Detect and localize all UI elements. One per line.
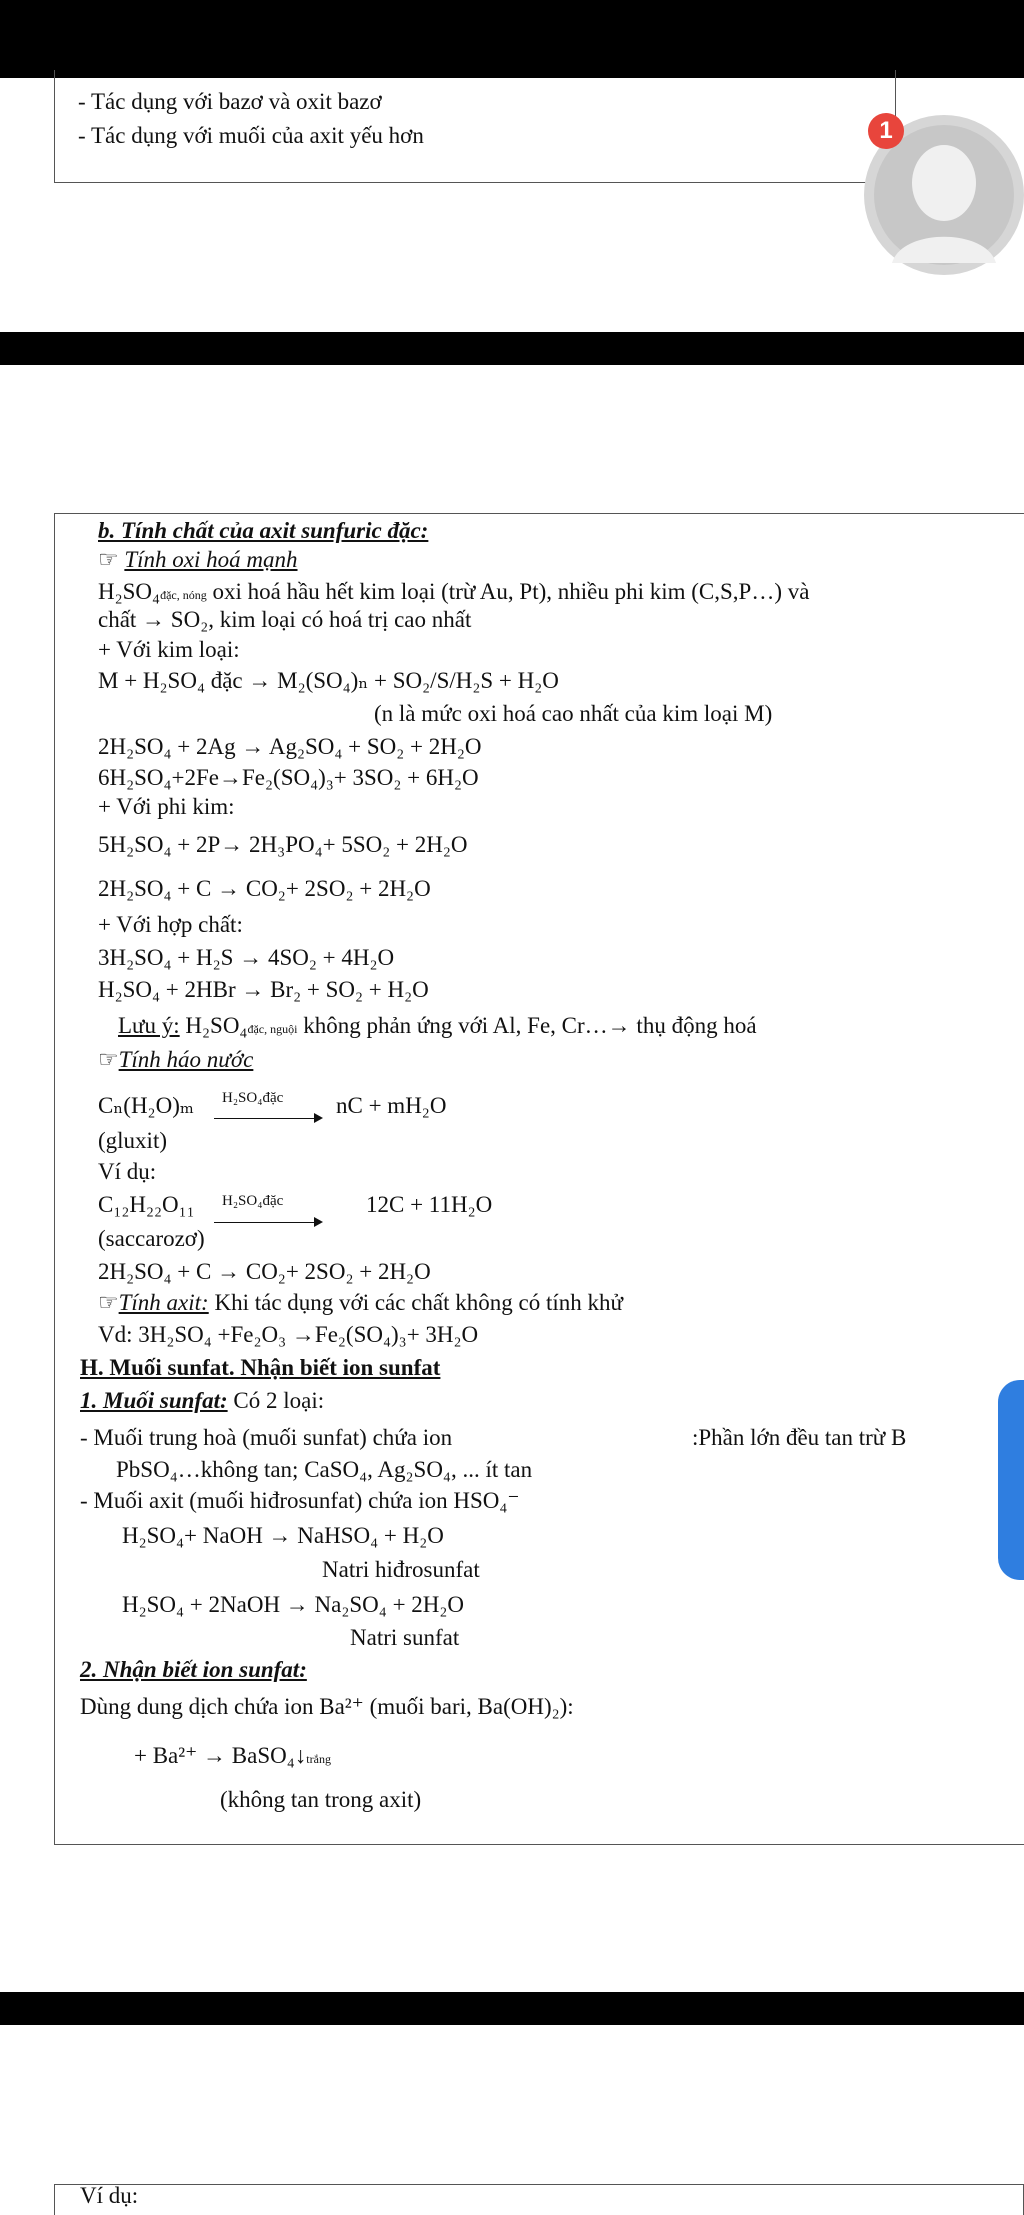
eq-h2s: 3H₂SO₄ + H₂S → 4SO₂ + 4H₂O	[98, 945, 395, 970]
section-title: b. Tính chất của axit sunfuric đặc:	[98, 518, 429, 543]
eq-p: 5H₂SO₄ + 2P→ 2H₃PO₄+ 5SO₂ + 2H₂O	[98, 832, 468, 857]
salt2-line: - Muối axit (muối hiđrosunfat) chứa ion HSO₄⁻	[80, 1488, 520, 1513]
top-line-muoi: - Tác dụng với muối của axit yếu hơn	[78, 123, 424, 148]
bottom-partial-text: Ví dụ:	[80, 2183, 139, 2208]
hand-icon: ☞	[98, 1290, 119, 1315]
with-nonmetal: + Với phi kim:	[98, 794, 235, 819]
with-metal: + Với kim loại:	[98, 637, 240, 662]
sucrose-arrow-line	[214, 1222, 316, 1223]
acid-example: Vd: 3H₂SO₄ +Fe₂O₃ →Fe₂(SO₄)₃+ 3H₂O	[98, 1322, 479, 1347]
detect-note: (không tan trong axit)	[220, 1787, 422, 1812]
acid-line: ☞Tính axit: Khi tác dụng với các chất không có tính khử	[98, 1290, 623, 1315]
sucrose-formula: C₁₂H₂₂O₁₁	[98, 1192, 195, 1217]
eq-fe: 6H₂SO₄+2Fe→Fe₂(SO₄)₃+ 3SO₂ + 6H₂O	[98, 765, 479, 790]
eq-naoh-2-name: Natri sunfat	[350, 1625, 460, 1650]
with-compound: + Với hợp chất:	[98, 912, 243, 937]
eq-naoh-2: H₂SO₄ + 2NaOH → Na₂SO₄ + 2H₂O	[122, 1592, 465, 1617]
eq-metal-general: M + H₂SO₄ đặc → M₂(SO₄)ₙ + SO₂/S/H₂S + H₂O	[98, 668, 559, 693]
top-line-bazo: - Tác dụng với bazơ và oxit bazơ	[78, 89, 382, 114]
hand-icon: ☞	[98, 1047, 119, 1072]
scroll-handle[interactable]	[998, 1380, 1024, 1580]
metal-note: (n là mức oxi hoá cao nhất của kim loại M)	[374, 701, 773, 726]
section-h-title: H. Muối sunfat. Nhận biết ion sunfat	[80, 1355, 441, 1380]
eq-c-2: 2H₂SO₄ + C → CO₂+ 2SO₂ + 2H₂O	[98, 1259, 431, 1284]
oxi-desc-1: H₂SO₄đặc, nóng oxi hoá hầu hết kim loại (trừ Au, Pt), nhiều phi kim (C,S,P…) và	[98, 579, 810, 604]
sucrose-products: 12C + 11H₂O	[366, 1192, 493, 1217]
sucrose-arrow-label: H₂SO₄đặc	[222, 1193, 284, 1209]
sucrose-arrow-head	[314, 1217, 323, 1227]
salt1-line-2: PbSO₄…không tan; CaSO₄, Ag₂SO₄, ... ít tan	[116, 1457, 533, 1482]
eq-naoh-1: H₂SO₄+ NaOH → NaHSO₄ + H₂O	[122, 1523, 444, 1548]
eq-ag: 2H₂SO₄ + 2Ag → Ag₂SO₄ + SO₂ + 2H₂O	[98, 734, 482, 759]
eq-c-1: 2H₂SO₄ + C → CO₂+ 2SO₂ + 2H₂O	[98, 876, 431, 901]
detect-desc: Dùng dung dịch chứa ion Ba²⁺ (muối bari, Ba(OH)₂):	[80, 1694, 574, 1719]
sucrose-name: (saccarozơ)	[98, 1226, 205, 1251]
sub2-title: 2. Nhận biết ion sunfat:	[80, 1657, 307, 1682]
note-line: Lưu ý: H₂SO₄đặc, nguội không phản ứng với Al, Fe, Cr…→ thụ động hoá	[118, 1013, 757, 1038]
dehydrate-heading: ☞Tính háo nước	[98, 1047, 254, 1072]
divider-black-bar	[0, 332, 1024, 365]
glucid-arrow-label: H₂SO₄đặc	[222, 1090, 284, 1106]
glucid-products: nC + mH₂O	[336, 1093, 447, 1118]
glucid-arrow-line	[214, 1118, 316, 1119]
glucid-formula: Cₙ(H₂O)ₘ	[98, 1093, 194, 1118]
salt1-line-b: :Phần lớn đều tan trừ B	[692, 1425, 907, 1450]
glucid-name: (gluxit)	[98, 1128, 167, 1153]
bottom-partial-box	[54, 2184, 1024, 2215]
oxi-desc-2: chất → SO₂, kim loại có hoá trị cao nhất	[98, 607, 472, 632]
oxi-heading: ☞ Tính oxi hoá mạnh	[98, 547, 298, 572]
example-label: Ví dụ:	[98, 1159, 157, 1184]
glucid-arrow-head	[314, 1113, 323, 1123]
notification-badge[interactable]: 1	[868, 113, 904, 149]
top-black-bar	[0, 0, 1024, 78]
hand-icon: ☞	[98, 547, 125, 572]
sub1-line: 1. Muối sunfat: Có 2 loại:	[80, 1388, 325, 1413]
salt1-line-a: - Muối trung hoà (muối sunfat) chứa ion	[80, 1425, 453, 1450]
eq-hbr: H₂SO₄ + 2HBr → Br₂ + SO₂ + H₂O	[98, 977, 429, 1002]
bottom-black-bar	[0, 1992, 1024, 2025]
detect-eq: + Ba²⁺ → BaSO₄↓trắng	[134, 1743, 331, 1768]
eq-naoh-1-name: Natri hiđrosunfat	[322, 1557, 480, 1582]
